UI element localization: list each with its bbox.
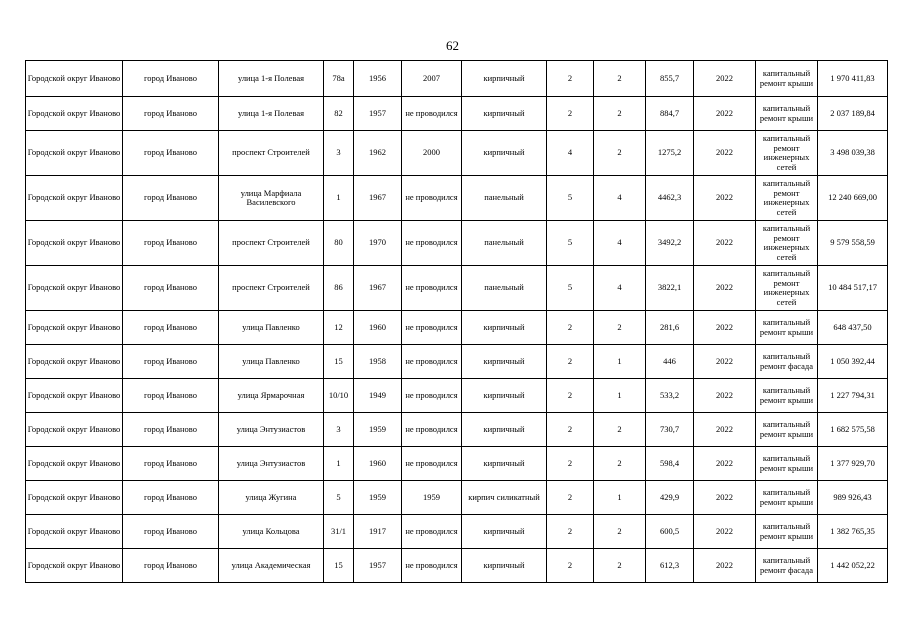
area-cell: 730,7 — [646, 413, 694, 447]
floors-cell: 5 — [547, 176, 594, 221]
cost-cell: 12 240 669,00 — [818, 176, 888, 221]
table-row — [26, 345, 888, 379]
last-repair-year-cell: не проводился — [402, 176, 462, 221]
table-row — [26, 515, 888, 549]
table-row — [26, 131, 888, 176]
locality-cell: город Иваново — [123, 97, 219, 131]
plan-year-cell: 2022 — [694, 549, 756, 583]
street-cell: улица Жугина — [219, 481, 324, 515]
cost-cell: 1 050 392,44 — [818, 345, 888, 379]
work-type-cell: капитальный ремонт инженерных сетей — [756, 176, 818, 221]
locality-cell: город Иваново — [123, 413, 219, 447]
municipality-cell: Городской округ Иваново — [26, 345, 123, 379]
wall-material-cell: панельный — [462, 221, 547, 266]
municipality-cell: Городской округ Иваново — [26, 481, 123, 515]
street-cell: улица Павленко — [219, 345, 324, 379]
locality-cell: город Иваново — [123, 379, 219, 413]
street-cell: улица Ярмарочная — [219, 379, 324, 413]
entrances-cell: 2 — [594, 131, 646, 176]
table-row — [26, 481, 888, 515]
wall-material-cell: кирпичный — [462, 97, 547, 131]
cost-cell: 648 437,50 — [818, 311, 888, 345]
entrances-cell: 2 — [594, 311, 646, 345]
area-cell: 429,9 — [646, 481, 694, 515]
floors-cell: 4 — [547, 131, 594, 176]
last-repair-year-cell: не проводился — [402, 221, 462, 266]
house-number-cell: 31/1 — [324, 515, 354, 549]
street-cell: проспект Строителей — [219, 221, 324, 266]
area-cell: 855,7 — [646, 61, 694, 97]
house-number-cell: 15 — [324, 345, 354, 379]
housing-repair-table — [25, 60, 888, 583]
locality-cell: город Иваново — [123, 61, 219, 97]
house-number-cell: 78а — [324, 61, 354, 97]
municipality-cell: Городской округ Иваново — [26, 131, 123, 176]
floors-cell: 2 — [547, 61, 594, 97]
locality-cell: город Иваново — [123, 131, 219, 176]
work-type-cell: капитальный ремонт инженерных сетей — [756, 266, 818, 311]
locality-cell: город Иваново — [123, 447, 219, 481]
table-row — [26, 549, 888, 583]
wall-material-cell: панельный — [462, 176, 547, 221]
build-year-cell: 1962 — [354, 131, 402, 176]
house-number-cell: 80 — [324, 221, 354, 266]
table-row — [26, 266, 888, 311]
plan-year-cell: 2022 — [694, 221, 756, 266]
cost-cell: 2 037 189,84 — [818, 97, 888, 131]
entrances-cell: 2 — [594, 447, 646, 481]
build-year-cell: 1967 — [354, 266, 402, 311]
plan-year-cell: 2022 — [694, 176, 756, 221]
build-year-cell: 1957 — [354, 97, 402, 131]
last-repair-year-cell: не проводился — [402, 447, 462, 481]
house-number-cell: 3 — [324, 413, 354, 447]
plan-year-cell: 2022 — [694, 481, 756, 515]
cost-cell: 10 484 517,17 — [818, 266, 888, 311]
locality-cell: город Иваново — [123, 345, 219, 379]
build-year-cell: 1949 — [354, 379, 402, 413]
floors-cell: 2 — [547, 379, 594, 413]
work-type-cell: капитальный ремонт крыши — [756, 515, 818, 549]
plan-year-cell: 2022 — [694, 345, 756, 379]
wall-material-cell: кирпичный — [462, 379, 547, 413]
work-type-cell: капитальный ремонт фасада — [756, 345, 818, 379]
plan-year-cell: 2022 — [694, 447, 756, 481]
floors-cell: 2 — [547, 515, 594, 549]
municipality-cell: Городской округ Иваново — [26, 549, 123, 583]
table-row — [26, 413, 888, 447]
house-number-cell: 82 — [324, 97, 354, 131]
floors-cell: 2 — [547, 481, 594, 515]
plan-year-cell: 2022 — [694, 97, 756, 131]
area-cell: 281,6 — [646, 311, 694, 345]
municipality-cell: Городской округ Иваново — [26, 61, 123, 97]
area-cell: 4462,3 — [646, 176, 694, 221]
floors-cell: 2 — [547, 97, 594, 131]
cost-cell: 9 579 558,59 — [818, 221, 888, 266]
build-year-cell: 1959 — [354, 413, 402, 447]
build-year-cell: 1960 — [354, 447, 402, 481]
locality-cell: город Иваново — [123, 176, 219, 221]
street-cell: улица Академическая — [219, 549, 324, 583]
street-cell: улица 1-я Полевая — [219, 61, 324, 97]
street-cell: улица Павленко — [219, 311, 324, 345]
floors-cell: 5 — [547, 266, 594, 311]
locality-cell: город Иваново — [123, 549, 219, 583]
cost-cell: 1 682 575,58 — [818, 413, 888, 447]
floors-cell: 2 — [547, 447, 594, 481]
wall-material-cell: панельный — [462, 266, 547, 311]
work-type-cell: капитальный ремонт инженерных сетей — [756, 221, 818, 266]
locality-cell: город Иваново — [123, 221, 219, 266]
municipality-cell: Городской округ Иваново — [26, 379, 123, 413]
entrances-cell: 4 — [594, 176, 646, 221]
municipality-cell: Городской округ Иваново — [26, 97, 123, 131]
house-number-cell: 5 — [324, 481, 354, 515]
entrances-cell: 2 — [594, 515, 646, 549]
last-repair-year-cell: 2000 — [402, 131, 462, 176]
last-repair-year-cell: не проводился — [402, 345, 462, 379]
house-number-cell: 10/10 — [324, 379, 354, 413]
entrances-cell: 1 — [594, 481, 646, 515]
locality-cell: город Иваново — [123, 266, 219, 311]
build-year-cell: 1967 — [354, 176, 402, 221]
last-repair-year-cell: не проводился — [402, 515, 462, 549]
last-repair-year-cell: 1959 — [402, 481, 462, 515]
work-type-cell: капитальный ремонт крыши — [756, 311, 818, 345]
floors-cell: 2 — [547, 549, 594, 583]
build-year-cell: 1917 — [354, 515, 402, 549]
locality-cell: город Иваново — [123, 515, 219, 549]
last-repair-year-cell: не проводился — [402, 379, 462, 413]
house-number-cell: 1 — [324, 176, 354, 221]
locality-cell: город Иваново — [123, 311, 219, 345]
area-cell: 612,3 — [646, 549, 694, 583]
floors-cell: 5 — [547, 221, 594, 266]
municipality-cell: Городской округ Иваново — [26, 221, 123, 266]
entrances-cell: 2 — [594, 549, 646, 583]
area-cell: 1275,2 — [646, 131, 694, 176]
table-body — [26, 61, 888, 583]
municipality-cell: Городской округ Иваново — [26, 515, 123, 549]
area-cell: 884,7 — [646, 97, 694, 131]
street-cell: улица Кольцова — [219, 515, 324, 549]
street-cell: улица Энтузиастов — [219, 413, 324, 447]
table-row — [26, 447, 888, 481]
street-cell: улица Марфиала Василевского — [219, 176, 324, 221]
wall-material-cell: кирпичный — [462, 345, 547, 379]
last-repair-year-cell: не проводился — [402, 311, 462, 345]
floors-cell: 2 — [547, 311, 594, 345]
cost-cell: 989 926,43 — [818, 481, 888, 515]
build-year-cell: 1970 — [354, 221, 402, 266]
area-cell: 533,2 — [646, 379, 694, 413]
entrances-cell: 4 — [594, 266, 646, 311]
plan-year-cell: 2022 — [694, 266, 756, 311]
last-repair-year-cell: не проводился — [402, 413, 462, 447]
table-row — [26, 97, 888, 131]
area-cell: 3492,2 — [646, 221, 694, 266]
wall-material-cell: кирпичный — [462, 131, 547, 176]
house-number-cell: 12 — [324, 311, 354, 345]
locality-cell: город Иваново — [123, 481, 219, 515]
plan-year-cell: 2022 — [694, 61, 756, 97]
plan-year-cell: 2022 — [694, 379, 756, 413]
work-type-cell: капитальный ремонт крыши — [756, 413, 818, 447]
entrances-cell: 2 — [594, 61, 646, 97]
area-cell: 446 — [646, 345, 694, 379]
house-number-cell: 15 — [324, 549, 354, 583]
plan-year-cell: 2022 — [694, 311, 756, 345]
area-cell: 3822,1 — [646, 266, 694, 311]
area-cell: 598,4 — [646, 447, 694, 481]
page-number: 62 — [446, 38, 459, 53]
cost-cell: 1 382 765,35 — [818, 515, 888, 549]
work-type-cell: капитальный ремонт крыши — [756, 61, 818, 97]
wall-material-cell: кирпичный — [462, 549, 547, 583]
wall-material-cell: кирпичный — [462, 413, 547, 447]
wall-material-cell: кирпичный — [462, 311, 547, 345]
work-type-cell: капитальный ремонт крыши — [756, 379, 818, 413]
municipality-cell: Городской округ Иваново — [26, 266, 123, 311]
last-repair-year-cell: 2007 — [402, 61, 462, 97]
last-repair-year-cell: не проводился — [402, 97, 462, 131]
cost-cell: 1 377 929,70 — [818, 447, 888, 481]
build-year-cell: 1960 — [354, 311, 402, 345]
cost-cell: 1 442 052,22 — [818, 549, 888, 583]
municipality-cell: Городской округ Иваново — [26, 413, 123, 447]
entrances-cell: 2 — [594, 413, 646, 447]
entrances-cell: 4 — [594, 221, 646, 266]
house-number-cell: 86 — [324, 266, 354, 311]
last-repair-year-cell: не проводился — [402, 549, 462, 583]
wall-material-cell: кирпичный — [462, 447, 547, 481]
last-repair-year-cell: не проводился — [402, 266, 462, 311]
house-number-cell: 3 — [324, 131, 354, 176]
municipality-cell: Городской округ Иваново — [26, 311, 123, 345]
table-row — [26, 61, 888, 97]
work-type-cell: капитальный ремонт фасада — [756, 549, 818, 583]
street-cell: улица Энтузиастов — [219, 447, 324, 481]
municipality-cell: Городской округ Иваново — [26, 447, 123, 481]
work-type-cell: капитальный ремонт крыши — [756, 481, 818, 515]
cost-cell: 1 970 411,83 — [818, 61, 888, 97]
entrances-cell: 1 — [594, 379, 646, 413]
build-year-cell: 1959 — [354, 481, 402, 515]
house-number-cell: 1 — [324, 447, 354, 481]
table-row — [26, 221, 888, 266]
table-row — [26, 176, 888, 221]
plan-year-cell: 2022 — [694, 131, 756, 176]
build-year-cell: 1956 — [354, 61, 402, 97]
area-cell: 600,5 — [646, 515, 694, 549]
cost-cell: 1 227 794,31 — [818, 379, 888, 413]
floors-cell: 2 — [547, 345, 594, 379]
wall-material-cell: кирпичный — [462, 61, 547, 97]
street-cell: проспект Строителей — [219, 266, 324, 311]
build-year-cell: 1958 — [354, 345, 402, 379]
street-cell: проспект Строителей — [219, 131, 324, 176]
work-type-cell: капитальный ремонт крыши — [756, 447, 818, 481]
entrances-cell: 1 — [594, 345, 646, 379]
plan-year-cell: 2022 — [694, 413, 756, 447]
work-type-cell: капитальный ремонт крыши — [756, 97, 818, 131]
street-cell: улица 1-я Полевая — [219, 97, 324, 131]
work-type-cell: капитальный ремонт инженерных сетей — [756, 131, 818, 176]
entrances-cell: 2 — [594, 97, 646, 131]
table-row — [26, 379, 888, 413]
table-row — [26, 311, 888, 345]
floors-cell: 2 — [547, 413, 594, 447]
cost-cell: 3 498 039,38 — [818, 131, 888, 176]
municipality-cell: Городской округ Иваново — [26, 176, 123, 221]
build-year-cell: 1957 — [354, 549, 402, 583]
wall-material-cell: кирпич силикатный — [462, 481, 547, 515]
plan-year-cell: 2022 — [694, 515, 756, 549]
wall-material-cell: кирпичный — [462, 515, 547, 549]
